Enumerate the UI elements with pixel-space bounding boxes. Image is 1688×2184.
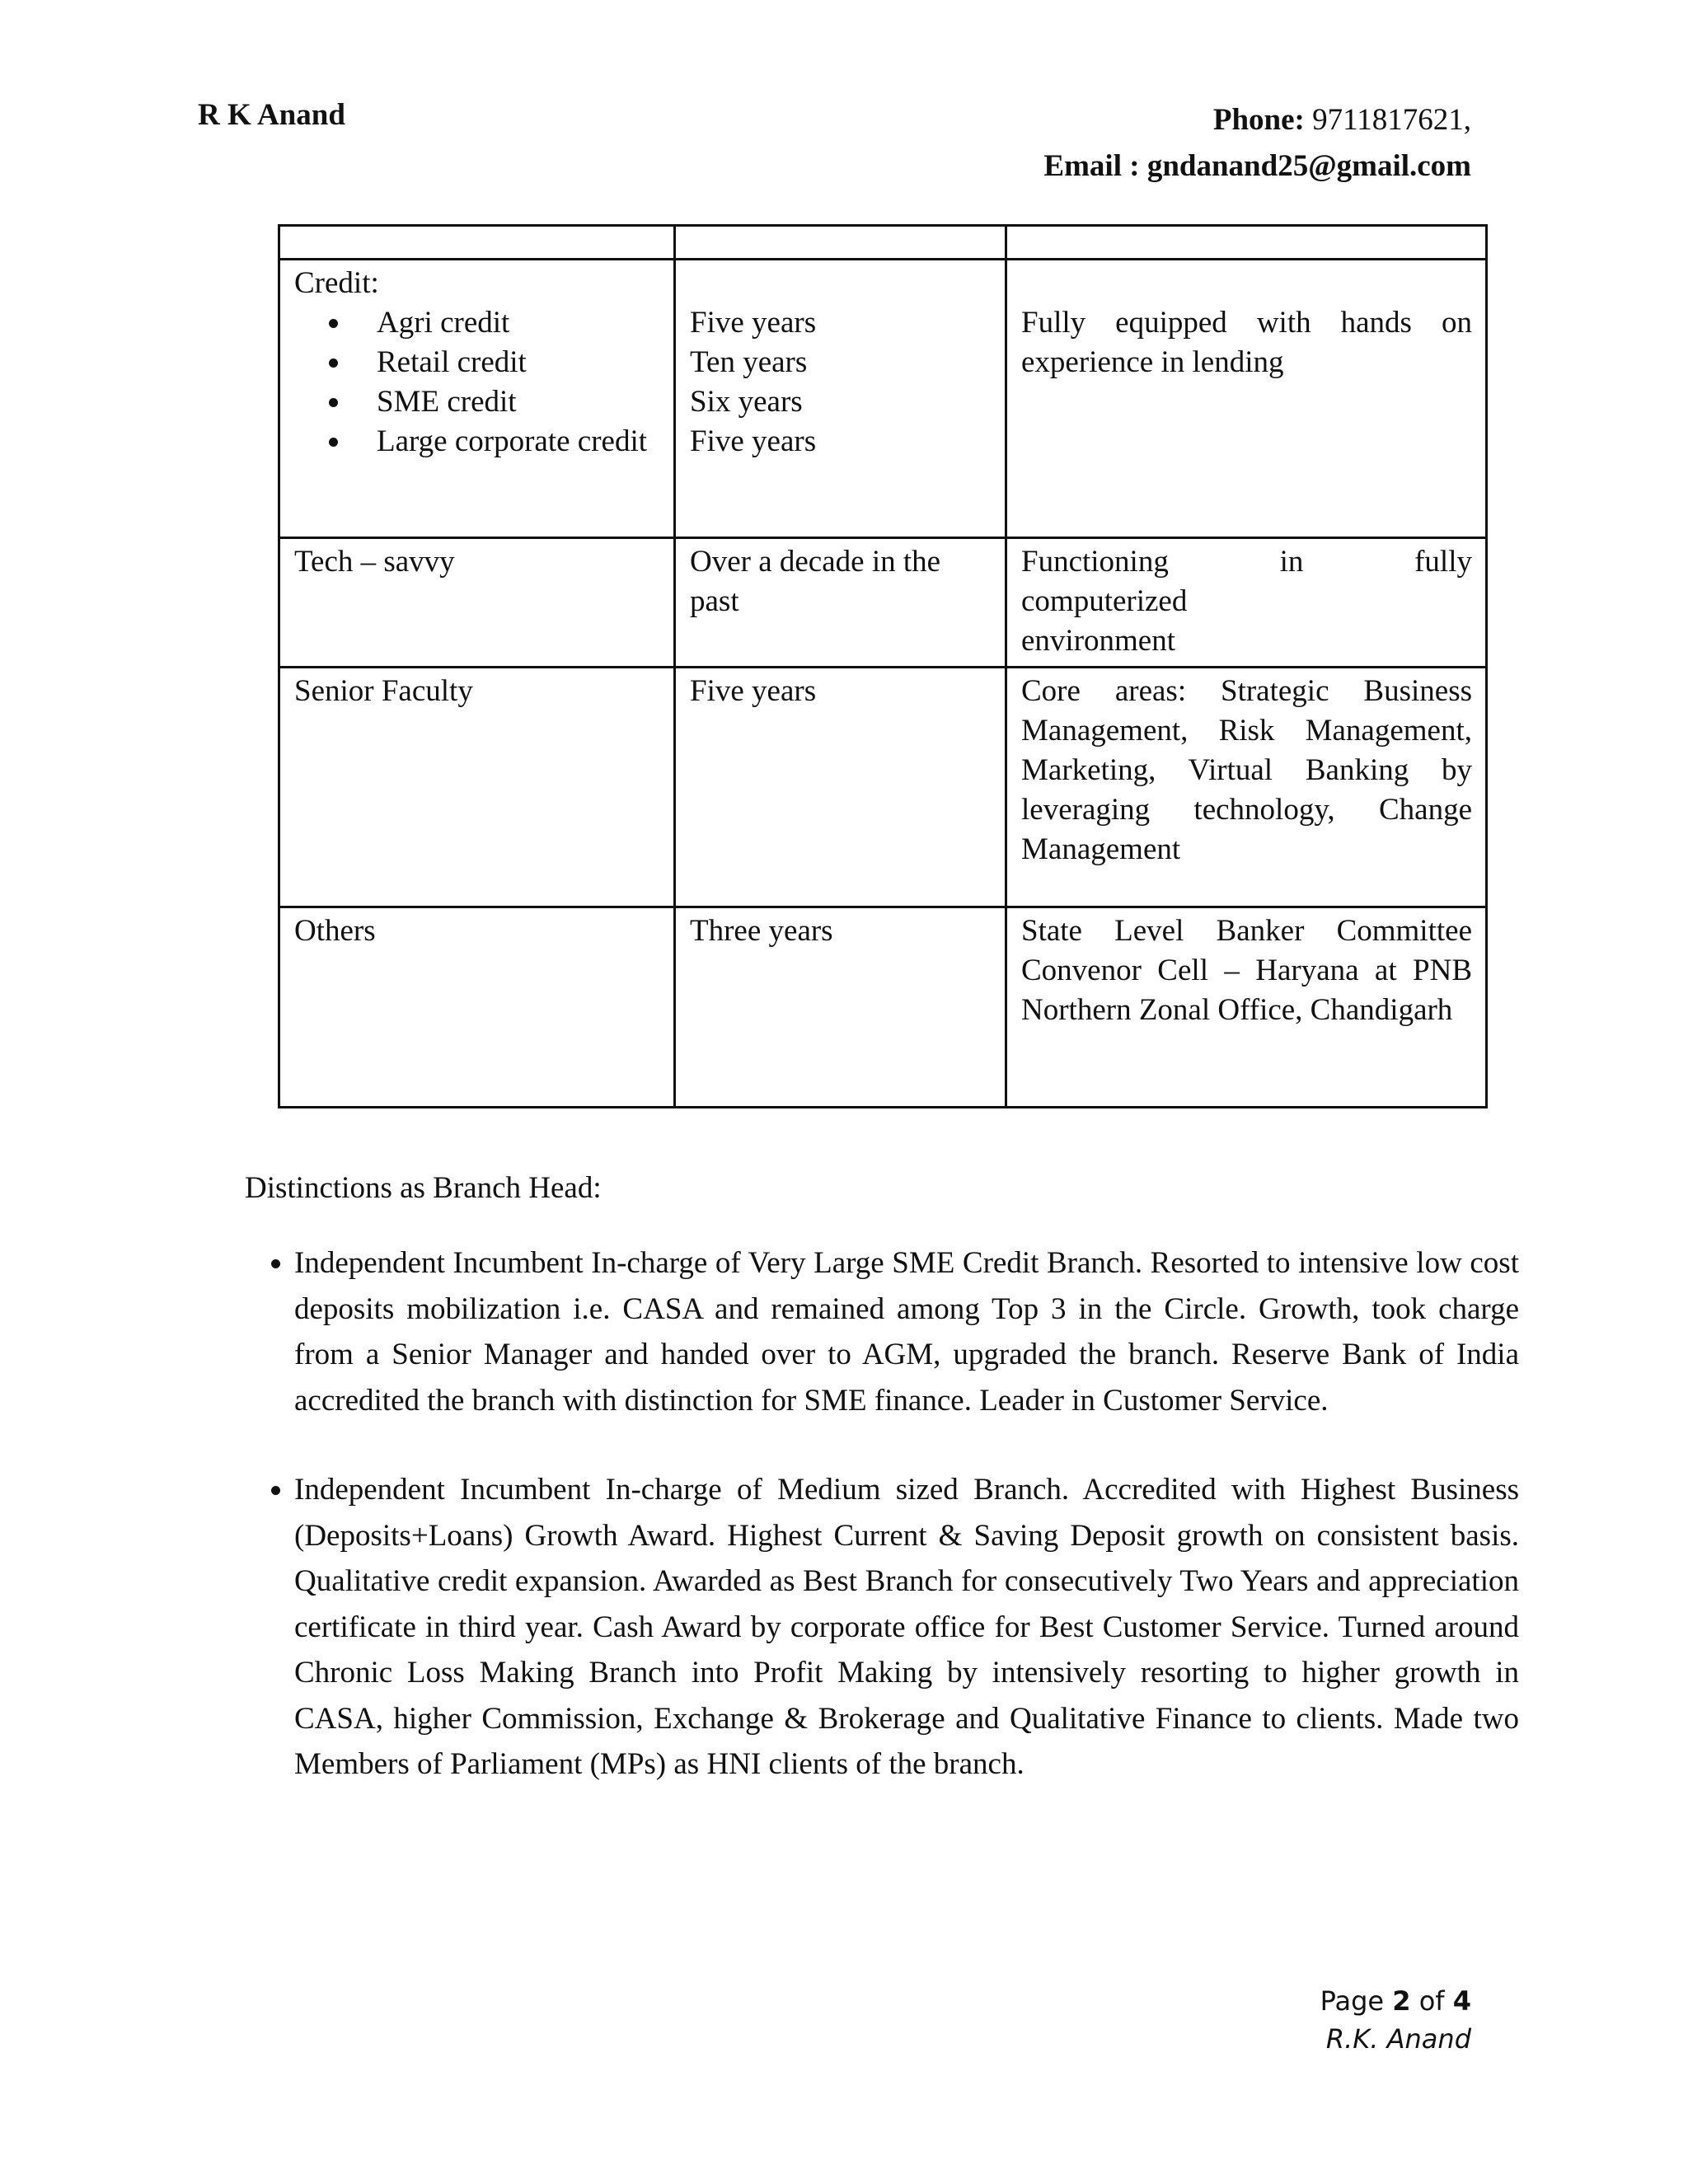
table-row [279, 668, 1487, 907]
list-item: • Agri credit [352, 303, 660, 343]
area-cell: Senior Faculty [279, 668, 675, 907]
page-of: of [1418, 1985, 1445, 2017]
credit-title: Credit: [294, 266, 379, 300]
remarks-word: fully [1414, 545, 1472, 579]
list-item: • Retail credit [352, 343, 660, 382]
table-header-row [279, 226, 1487, 260]
duration-cell: Three years [675, 907, 1006, 1108]
duration-line: Five years [690, 306, 817, 340]
remarks-text: computerized environment [1021, 584, 1188, 658]
table-cell [1006, 226, 1487, 260]
table-cell [279, 226, 675, 260]
footer-signature: R.K. Anand [1325, 2023, 1471, 2055]
email-label: Email : [1043, 149, 1140, 183]
list-item: • Large corporate credit [352, 422, 660, 462]
phone-label: Phone: [1212, 103, 1305, 137]
duration-line: Five years [690, 424, 817, 458]
duration-lines [690, 264, 992, 462]
experience-table [278, 224, 1488, 1108]
page-word: Page [1320, 1985, 1385, 2017]
duration-cell: Five years [675, 668, 1006, 907]
page-footer [1320, 1982, 1471, 2058]
distinctions-heading: Distinctions as Branch Head: [245, 1171, 602, 1205]
email-line [1043, 143, 1471, 190]
distinctions-list [245, 1240, 1519, 1831]
remarks-word: in [1279, 545, 1304, 579]
page-current: 2 [1392, 1985, 1411, 2017]
phone-line [1043, 97, 1471, 143]
table-cell [675, 226, 1006, 260]
author-name: R K Anand [198, 98, 345, 132]
remarks-cell: Core areas: Strategic Business Management, Risk Management, Marketing, Virtual Banking by leveraging technology, Change Management [1006, 668, 1487, 907]
remarks-first-line [1021, 542, 1472, 582]
page-total: 4 [1452, 1985, 1471, 2017]
table-row [279, 907, 1487, 1108]
remarks-text: Fully equipped with hands on experience in lending [1021, 306, 1472, 379]
list-item: • SME credit [352, 382, 660, 422]
email-value: gndanand25@gmail.com [1146, 149, 1471, 183]
remarks-cell: State Level Banker Committee Convenor Cell – Haryana at PNB Northern Zonal Office, Chandigarh [1006, 907, 1487, 1108]
duration-line: Six years [690, 385, 803, 419]
phone-value: 9711817621, [1312, 103, 1471, 137]
area-cell: Others [279, 907, 675, 1108]
list-item: • Independent Incumbent In-charge of Medium sized Branch. Accredited with Highest Business (Deposits+Loans) Growth Award. Highest Current & Saving Deposit growth on consistent basis. Qualitative credit expansion. Awarded as Best Branch for consecutively Two Years and appreciation certificate in third year. Cash Award by corporate office for Best Customer Service. Turned around Chronic Loss Making Branch into Profit Making by intensively resorting to higher growth in CASA, higher Commission, Exchange & Brokerage and Qualitative Finance to clients. Made two Members of Parliament (MPs) as HNI clients of the branch. [294, 1467, 1519, 1788]
area-cell: Tech – savvy [279, 538, 675, 668]
duration-cell: Over a decade in the past [675, 538, 1006, 668]
list-item: • Independent Incumbent In-charge of Very Large SME Credit Branch. Resorted to intensive low cost deposits mobilization i.e. CASA and remained among Top 3 in the Circle. Growth, took charge from a Senior Manager and handed over to AGM, upgraded the branch. Reserve Bank of India accredited the branch with distinction for SME finance. Leader in Customer Service. [294, 1240, 1519, 1423]
page-number [1320, 1982, 1471, 2020]
area-cell [279, 260, 675, 538]
remarks-word: Functioning [1021, 545, 1169, 579]
table-row [279, 538, 1487, 668]
table-row [279, 260, 1487, 538]
remarks-cell [1006, 260, 1487, 538]
duration-line: Ten years [690, 345, 808, 379]
credit-list [294, 303, 660, 462]
contact-block [1043, 97, 1471, 190]
duration-cell [675, 260, 1006, 538]
remarks-cell [1006, 538, 1487, 668]
